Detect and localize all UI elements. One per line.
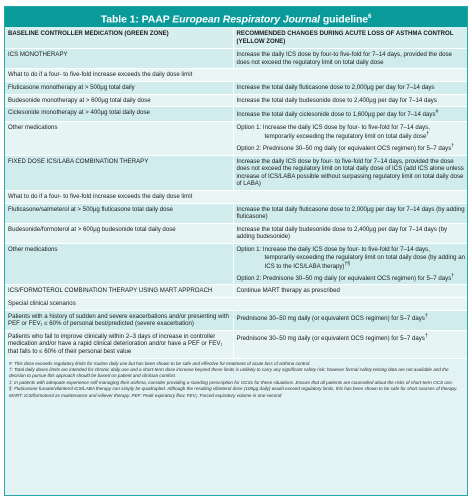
row-value: Increase the total daily fluticasone dose to 2,000µg per day for 7–14 days (by adding fluticasone) — [233, 203, 468, 223]
option-1-continued-text: temporarily exceeding the regulatory limit on total daily dose (by adding an ICS to the ICS/LABA therapy) — [264, 253, 466, 271]
row-label: FIXED DOSE ICS/LABA COMBINATION THERAPY — [5, 155, 233, 190]
title-suffix: guideline — [320, 13, 369, 26]
table-row — [5, 49, 468, 69]
option-2 — [237, 143, 467, 153]
row-value: Increase the total daily budesonide dose to 2,400µg per day for 7–14 days — [233, 94, 468, 107]
footnote: MART: ICS/formoterol as maintenance and reliever therapy. PEF: Peak expiratory flow. FEV₁: Forced expiratory volume in one second — [9, 392, 282, 398]
table-row — [5, 94, 468, 107]
row-value — [233, 310, 468, 330]
option-2-text: Option 2: Prednisone 30–50 mg daily (or equivalent OCS regimen) for 5–7 days — [236, 274, 452, 282]
footnotes — [5, 359, 467, 401]
row-value: Increase the total daily budesonide dose to 2,400µg per day for 7–14 days (by adding budesonide) — [233, 223, 468, 243]
table-row — [5, 223, 468, 243]
option-1-continued-text: temporarily exceeding the regulatory limit on total daily dose — [264, 133, 427, 141]
footnote: †: Total daily doses limits are intended for chronic daily use and a short-term dose increase beyond these limits is unlikely to carry any significant safety risk; however formal safety testing data are not available and the decision to pursue this approach should be based on patient and clinician comfort. — [9, 366, 449, 379]
row-value — [233, 243, 468, 284]
row-value: Increase the daily ICS dose by four- to five-fold for 7–14 days, provided the dose does not exceed the regulatory limit on total daily dose of ICS (add ICS alone unless increase of ICS/LABA possible without surpassing regulatory limit on total daily dose of LABA) — [233, 155, 468, 190]
row-value: Increase the total daily fluticasone dose to 2,000µg per day for 7–14 days — [233, 81, 468, 94]
title-ref: 6 — [368, 14, 372, 20]
guideline-table-card — [4, 6, 468, 496]
option-1-text: Option 1: Increase the daily ICS dose by four- to five-fold for 7–14 days, — [236, 123, 430, 131]
row-label: Budesonide monotherapy at > 600µg total daily dose — [5, 94, 233, 107]
option-2-text: Option 2: Prednisone 30–50 mg daily (or equivalent OCS regimen) for 5–7 days — [236, 145, 452, 153]
row-label: Patients with a history of sudden and severe exacerbations and/or presenting with PEF or FEV₁ ≤ 60% of personal best/predicted (severe exacerbation) — [5, 310, 233, 330]
row-label: ICS/FORMOTEROL COMBINATION THERAPY USING MART APPROACH — [5, 285, 233, 298]
row-label: ICS MONOTHERAPY — [5, 49, 233, 69]
header-recommended: RECOMMENDED CHANGES DURING ACUTE LOSS OF ASTHMA CONTROL (YELLOW ZONE) — [233, 27, 468, 49]
guideline-table — [5, 27, 468, 359]
footnote: #: This dose exceeds regulatory limits for routine daily use but has been shown to be safe and effective for treatment of acute loss of asthma control. — [9, 360, 311, 366]
table-header-row — [5, 27, 468, 49]
option-1-text: Option 1: Increase the daily ICS dose by four- to five-fold for 7–14 days, — [236, 245, 430, 253]
row-value-text: Increase the total daily ciclesonide dose to 1,600µg per day for 7–14 days — [236, 111, 436, 119]
table-row — [5, 121, 468, 155]
option-1-continued — [237, 254, 467, 271]
option-2-ref: † — [451, 143, 455, 149]
row-value-ref: # — [435, 109, 439, 116]
section-label: What to do if a four- to five-fold increase exceeds the daily dose limit — [5, 191, 468, 204]
title-prefix: Table 1: PAAP — [100, 13, 173, 26]
row-value: Continue MART therapy as prescribed — [233, 285, 468, 298]
option-1-ref: † — [426, 131, 430, 138]
section-label: What to do if a four- to five-fold increase exceeds the daily dose limit — [5, 69, 468, 82]
footnote: §: Fluticasone furoate/vilanterol ICS/LABA therapy can simply be quadrupled. Although the resulting vilanterol dose (100µg daily) would exceed regulatory limits, this has been shown to be safe for short courses of therapy. — [9, 386, 458, 392]
option-2-ref: † — [451, 272, 455, 279]
row-label: Patients who fail to improve clinically within 2–3 days of increase in controller medication and/or have a rapid clinical deterioration and/or have a PEF or FEV₁ that falls to ≤ 60% of their personal best value — [5, 330, 233, 358]
table-row — [5, 285, 468, 298]
footnote: ‡: In patients with adequate experience self-managing their asthma, consider providing a standing prescription for OCSs for these situations. Ensure that all patients are counselled about the risks of short-term OCS use. — [9, 379, 454, 385]
table-row — [5, 81, 468, 94]
option-1-continued — [237, 131, 467, 141]
row-label: Fluticasone monotherapy at > 500µg total daily — [5, 81, 233, 94]
row-value-text: Prednisone 30–50 mg daily (or equivalent OCS regimen) for 5–7 days — [236, 334, 425, 342]
row-value — [233, 121, 468, 155]
option-1-ref: †§ — [344, 261, 351, 268]
section-row — [5, 298, 468, 311]
section-row — [5, 191, 468, 204]
row-value — [233, 330, 468, 358]
section-label: Special clinical scenarios — [5, 298, 468, 311]
table-row — [5, 155, 468, 190]
row-value-ref: † — [424, 312, 428, 319]
table-title — [5, 7, 467, 27]
row-label: Budesonide/formoterol at > 600µg budesonide total daily dose — [5, 223, 233, 243]
row-value — [233, 107, 468, 122]
option-2 — [237, 273, 467, 283]
row-value-ref: † — [424, 332, 428, 339]
table-row — [5, 243, 468, 284]
section-row — [5, 69, 468, 82]
row-label: Fluticasone/salmeterol at > 500µg fluticasone total daily dose — [5, 203, 233, 223]
table-row — [5, 107, 468, 122]
table-row — [5, 203, 468, 223]
table-row — [5, 330, 468, 358]
row-value: Increase the daily ICS dose by four-to five-fold for 7–14 days, provided the dose does not exceed the regulatory limit on total daily dose — [233, 49, 468, 69]
row-label: Other medications — [5, 243, 233, 284]
row-label: Ciclesonide monotherapy at > 400µg total daily dose — [5, 107, 233, 122]
title-journal: European Respiratory Journal — [172, 13, 321, 26]
table-row — [5, 310, 468, 330]
row-label: Other medications — [5, 121, 233, 155]
header-baseline: BASELINE CONTROLLER MEDICATION (GREEN ZONE) — [5, 27, 233, 49]
row-value-text: Prednisone 30–50 mg daily (or equivalent OCS regimen) for 5–7 days — [236, 314, 425, 322]
